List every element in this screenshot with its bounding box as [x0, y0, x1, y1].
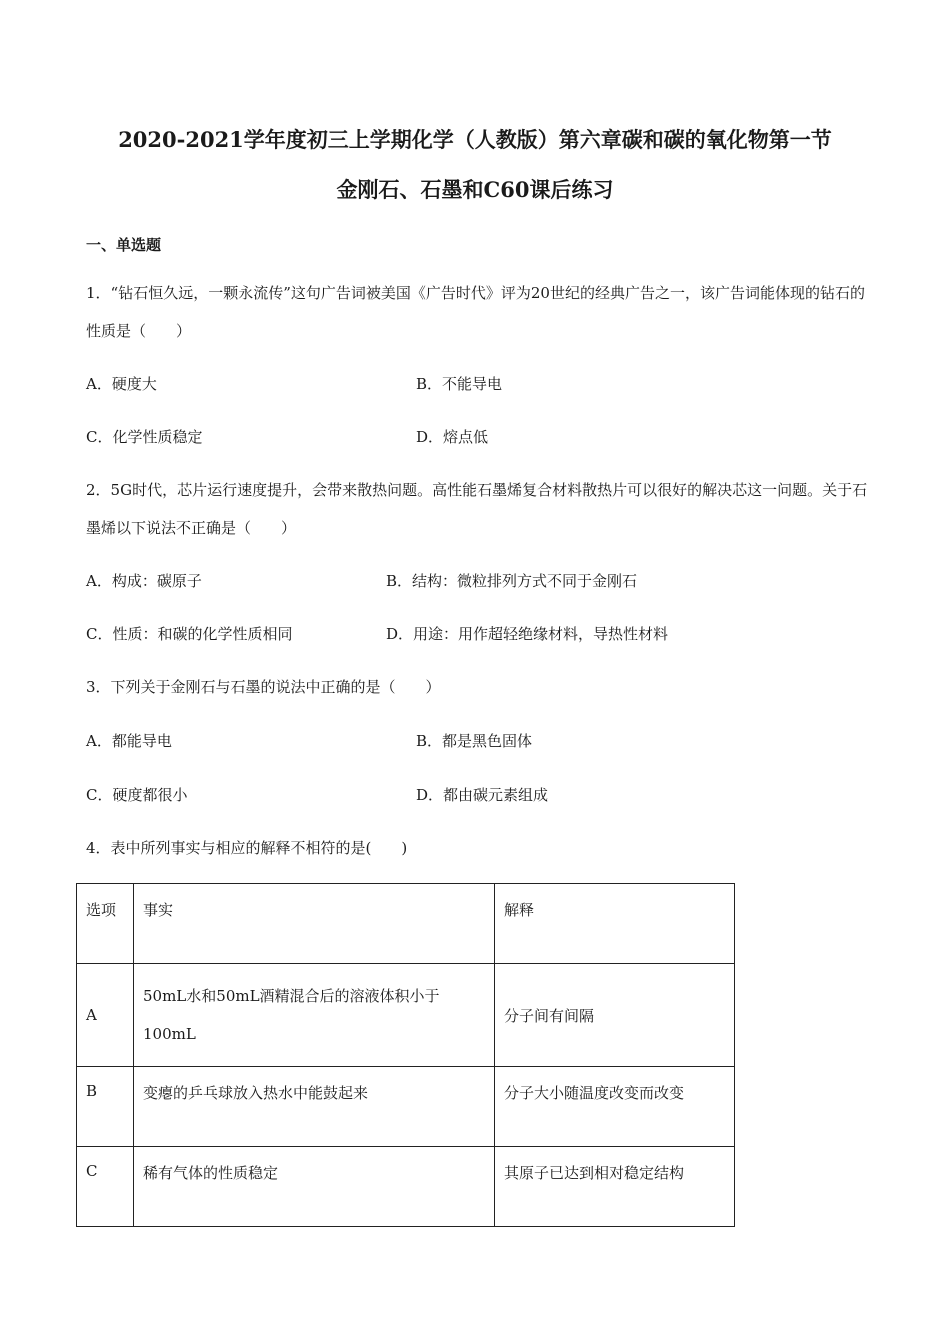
- question-1-option-a[interactable]: A．硬度大: [86, 375, 157, 393]
- table-cell-explanation: 分子大小随温度改变而改变: [495, 1067, 735, 1147]
- table-row: [77, 1067, 735, 1147]
- table-cell-option: B: [77, 1067, 134, 1147]
- question-4-stem: 4．表中所列事实与相应的解释不相符的是( ): [86, 839, 408, 857]
- question-2-option-a[interactable]: A．构成：碳原子: [86, 572, 202, 590]
- question-3-option-b[interactable]: B．都是黑色固体: [416, 732, 533, 750]
- table-cell-fact: 稀有气体的性质稳定: [134, 1147, 495, 1227]
- table-cell-explanation: 分子间有间隔: [495, 964, 735, 1067]
- table-cell-option: C: [77, 1147, 134, 1227]
- question-3-option-a[interactable]: A．都能导电: [86, 732, 172, 750]
- table-cell-option: A: [77, 964, 134, 1067]
- question-2-option-b[interactable]: B．结构：微粒排列方式不同于金刚石: [386, 572, 638, 590]
- facts-table: [76, 883, 735, 1227]
- document-title-line2: 金刚石、石墨和C60课后练习: [336, 177, 614, 202]
- question-3-stem: 3．下列关于金刚石与石墨的说法中正确的是（ ）: [86, 678, 441, 696]
- question-2-option-c[interactable]: C．性质：和碳的化学性质相同: [86, 625, 293, 643]
- question-3-option-c[interactable]: C．硬度都很小: [86, 786, 188, 804]
- table-header-explanation: 解释: [495, 884, 735, 964]
- question-1-option-c[interactable]: C．化学性质稳定: [86, 428, 203, 446]
- table-row: [77, 964, 735, 1067]
- table-cell-fact: 变瘪的乒乓球放入热水中能鼓起来: [134, 1067, 495, 1147]
- table-cell-fact: 50mL水和50mL酒精混合后的溶液体积小于100mL: [134, 964, 495, 1067]
- table-row: [77, 1147, 735, 1227]
- question-3-option-d[interactable]: D．都由碳元素组成: [416, 786, 549, 804]
- question-1-option-d[interactable]: D．熔点低: [416, 428, 489, 446]
- table-cell-explanation: 其原子已达到相对稳定结构: [495, 1147, 735, 1227]
- document-title-line1: 2020-2021学年度初三上学期化学（人教版）第六章碳和碳的氧化物第一节: [118, 127, 832, 152]
- table-header-row: [77, 884, 735, 964]
- question-1-stem: 1．“钻石恒久远，一颗永流传”这句广告词被美国《广告时代》评为20世纪的经典广告之一，该广告词能体现的钻石的性质是（ ）: [86, 284, 865, 340]
- section-heading: 一、单选题: [86, 236, 162, 254]
- question-2-option-d[interactable]: D．用途：用作超轻绝缘材料，导热性材料: [386, 625, 669, 643]
- question-1-option-b[interactable]: B．不能导电: [416, 375, 503, 393]
- question-2-stem: 2．5G时代，芯片运行速度提升，会带来散热问题。高性能石墨烯复合材料散热片可以很好的解决芯这一问题。关于石墨烯以下说法不正确是（ ）: [86, 481, 868, 537]
- table-header-fact: 事实: [134, 884, 495, 964]
- table-header-option: 选项: [77, 884, 134, 964]
